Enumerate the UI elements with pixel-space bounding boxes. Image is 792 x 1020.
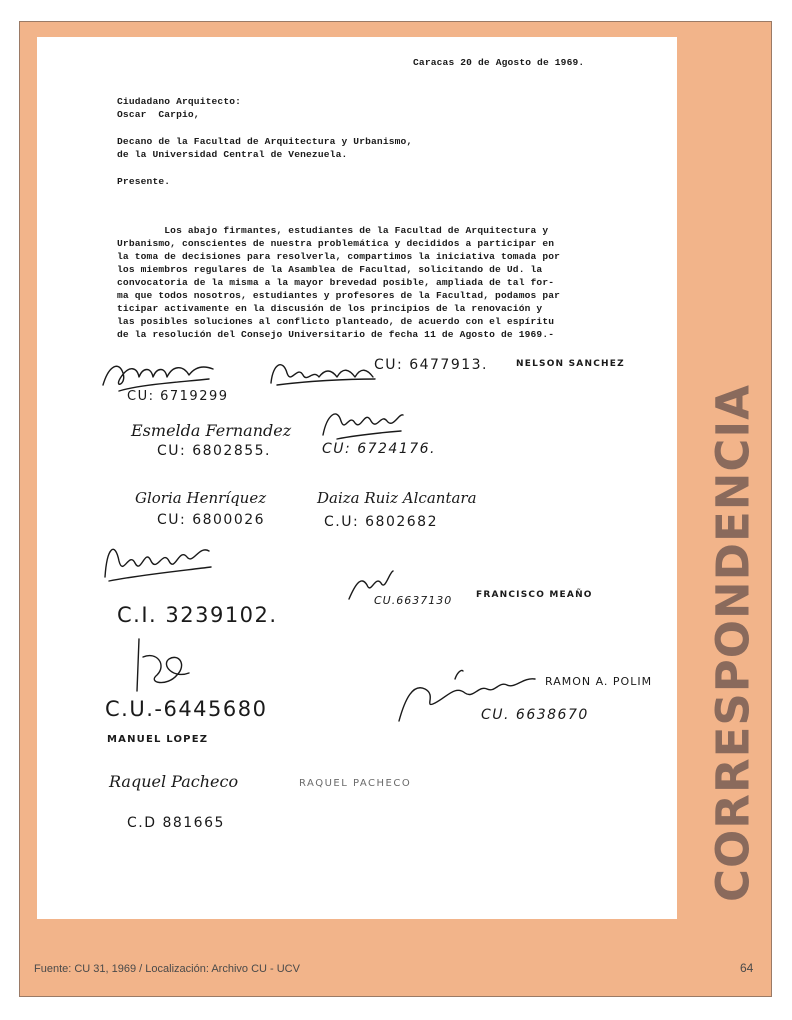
signer-3-id: CU: 6802855. (157, 443, 271, 459)
signer-10-name: RAMON A. POLIM (545, 675, 653, 688)
recipient-line-2: de la Universidad Central de Venezuela. (117, 149, 348, 160)
letter-date: Caracas 20 de Agosto de 1969. (413, 57, 585, 68)
signer-9-name: MANUEL LOPEZ (107, 734, 209, 745)
signature-2 (267, 355, 377, 391)
signature-9 (127, 635, 197, 697)
body-line: convocatoria de la misma a la mayor brevedad posible, ampliada de tal for- (117, 277, 555, 288)
body-line: Urbanismo, conscientes de nuestra problemática y decididos a participar en (117, 238, 555, 249)
signer-5-id: CU: 6800026 (157, 512, 266, 528)
recipient-line-1: Decano de la Facultad de Arquitectura y Urbanismo, (117, 136, 413, 147)
salutation-line-2: Oscar Carpio, (117, 109, 200, 120)
signer-11-id: C.D 881665 (127, 815, 225, 831)
signer-6-signature: Daiza Ruiz Alcantara (317, 489, 477, 507)
signer-11-name: RAQUEL PACHECO (299, 778, 412, 789)
page-number: 64 (740, 961, 754, 975)
signer-10-id: CU. 6638670 (481, 707, 589, 723)
letter-document (37, 37, 677, 919)
footer-source: Fuente: CU 31, 1969 / Localización: Archivo CU - UCV (34, 963, 300, 975)
signature-7 (99, 537, 214, 587)
signer-1-id: CU: 6719299 (127, 389, 229, 404)
salutation-line-1: Ciudadano Arquitecto: (117, 96, 242, 107)
body-line: ma que todos nosotros, estudiantes y profesores de la Facultad, podamos par (117, 290, 561, 301)
presente-line: Presente. (117, 176, 171, 187)
signer-6-id: C.U: 6802682 (324, 514, 438, 530)
section-title: CORRESPONDENCIA (706, 384, 760, 902)
body-line: los miembros regulares de la Asamblea de Facultad, solicitando de Ud. la (117, 264, 543, 275)
signer-8-id: CU.6637130 (374, 594, 453, 607)
signature-4 (317, 401, 407, 441)
signer-11-signature: Raquel Pacheco (109, 772, 239, 791)
signer-5-signature: Gloria Henríquez (135, 489, 267, 507)
signer-4-id: CU: 6724176. (322, 441, 436, 457)
body-line: Los abajo firmantes, estudiantes de la Facultad de Arquitectura y (117, 225, 549, 236)
signer-7-id: C.I. 3239102. (117, 603, 278, 627)
body-line: ticipar activamente en la discusión de los principios de la renovación y (117, 303, 543, 314)
body-line: la toma de decisiones para resolverla, compartimos la iniciativa tomada por (117, 251, 561, 262)
signer-2-id: CU: 6477913. (374, 357, 488, 373)
signer-9-id: C.U.-6445680 (105, 697, 268, 721)
signer-3-signature: Esmelda Fernandez (131, 421, 292, 440)
body-line: de la resolución del Consejo Universitario de fecha 11 de Agosto de 1969.- (117, 329, 555, 340)
body-line: las posibles soluciones al conflicto planteado, de acuerdo con el espíritu (117, 316, 555, 327)
signer-2-name: NELSON SANCHEZ (516, 359, 625, 369)
signer-8-name: FRANCISCO MEAÑO (476, 590, 593, 600)
